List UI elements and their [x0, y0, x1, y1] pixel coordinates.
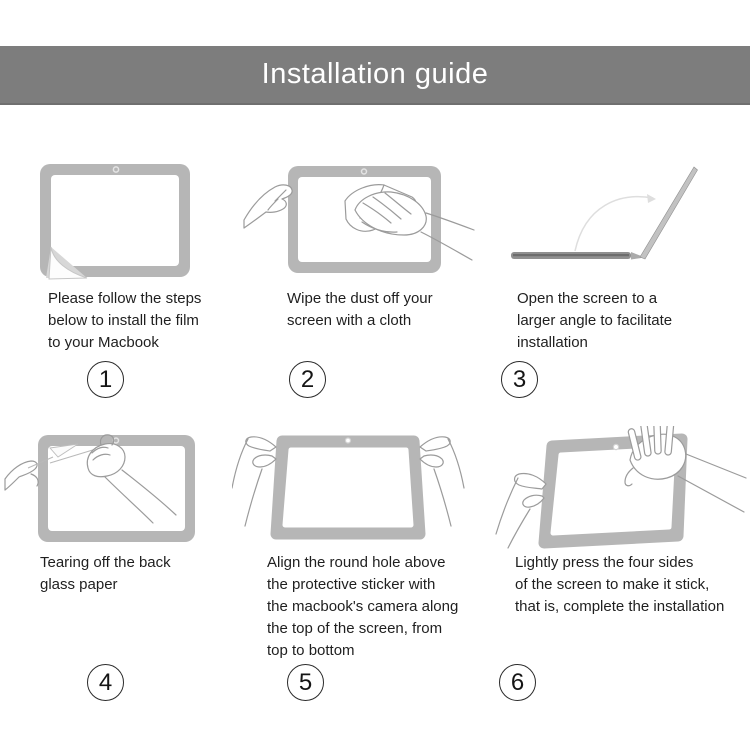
step-5-number-badge: 5 [287, 664, 324, 701]
step-4-caption [40, 552, 171, 596]
caption-line: screen with a cloth [287, 312, 412, 329]
step-6-illustration [492, 426, 748, 550]
caption-line: Please follow the steps [48, 290, 202, 307]
caption-line: larger angle to facilitate [517, 312, 673, 329]
caption-line: below to install the film [48, 312, 199, 329]
caption-line: Wipe the dust off your [287, 290, 433, 307]
press-screen-edges-illustration [492, 426, 748, 550]
caption-line: installation [517, 334, 588, 351]
step-2-illustration [242, 156, 478, 284]
step-5-illustration [232, 426, 484, 546]
caption-line: Lightly press the four sides [515, 554, 694, 571]
header-banner [0, 46, 750, 105]
step-1-illustration [36, 158, 198, 284]
step-3-number-badge: 3 [501, 361, 538, 398]
caption-line: the macbook's camera along [267, 598, 459, 615]
page-title: Installation guide [261, 58, 489, 90]
caption-line: to your Macbook [48, 334, 159, 351]
open-laptop-angle-illustration [503, 158, 718, 268]
caption-line: the top of the screen, from [267, 620, 443, 637]
step-4-number-badge: 4 [87, 664, 124, 701]
align-film-two-hands-illustration [232, 426, 484, 546]
caption-line: Align the round hole above [267, 554, 446, 571]
macbook-film-peel-illustration [36, 158, 198, 284]
step-2-caption [287, 288, 433, 332]
caption-line: that is, complete the installation [515, 598, 725, 615]
caption-line: top to bottom [267, 642, 355, 659]
step-4-illustration [4, 424, 210, 550]
caption-line: Tearing off the back [40, 554, 171, 571]
caption-line: Open the screen to a [517, 290, 658, 307]
step-3-caption [517, 288, 672, 354]
step-6-number-badge: 6 [499, 664, 536, 701]
caption-line: of the screen to make it stick, [515, 576, 710, 593]
step-2-number-badge: 2 [289, 361, 326, 398]
caption-line: the protective sticker with [267, 576, 436, 593]
wipe-cloth-illustration [242, 156, 478, 284]
step-1-number-badge: 1 [87, 361, 124, 398]
caption-line: glass paper [40, 576, 118, 593]
step-1-caption [48, 288, 201, 354]
step-5-caption [267, 552, 458, 662]
tear-backing-paper-illustration [4, 424, 210, 550]
step-3-illustration [503, 158, 718, 268]
step-6-caption [515, 552, 724, 618]
